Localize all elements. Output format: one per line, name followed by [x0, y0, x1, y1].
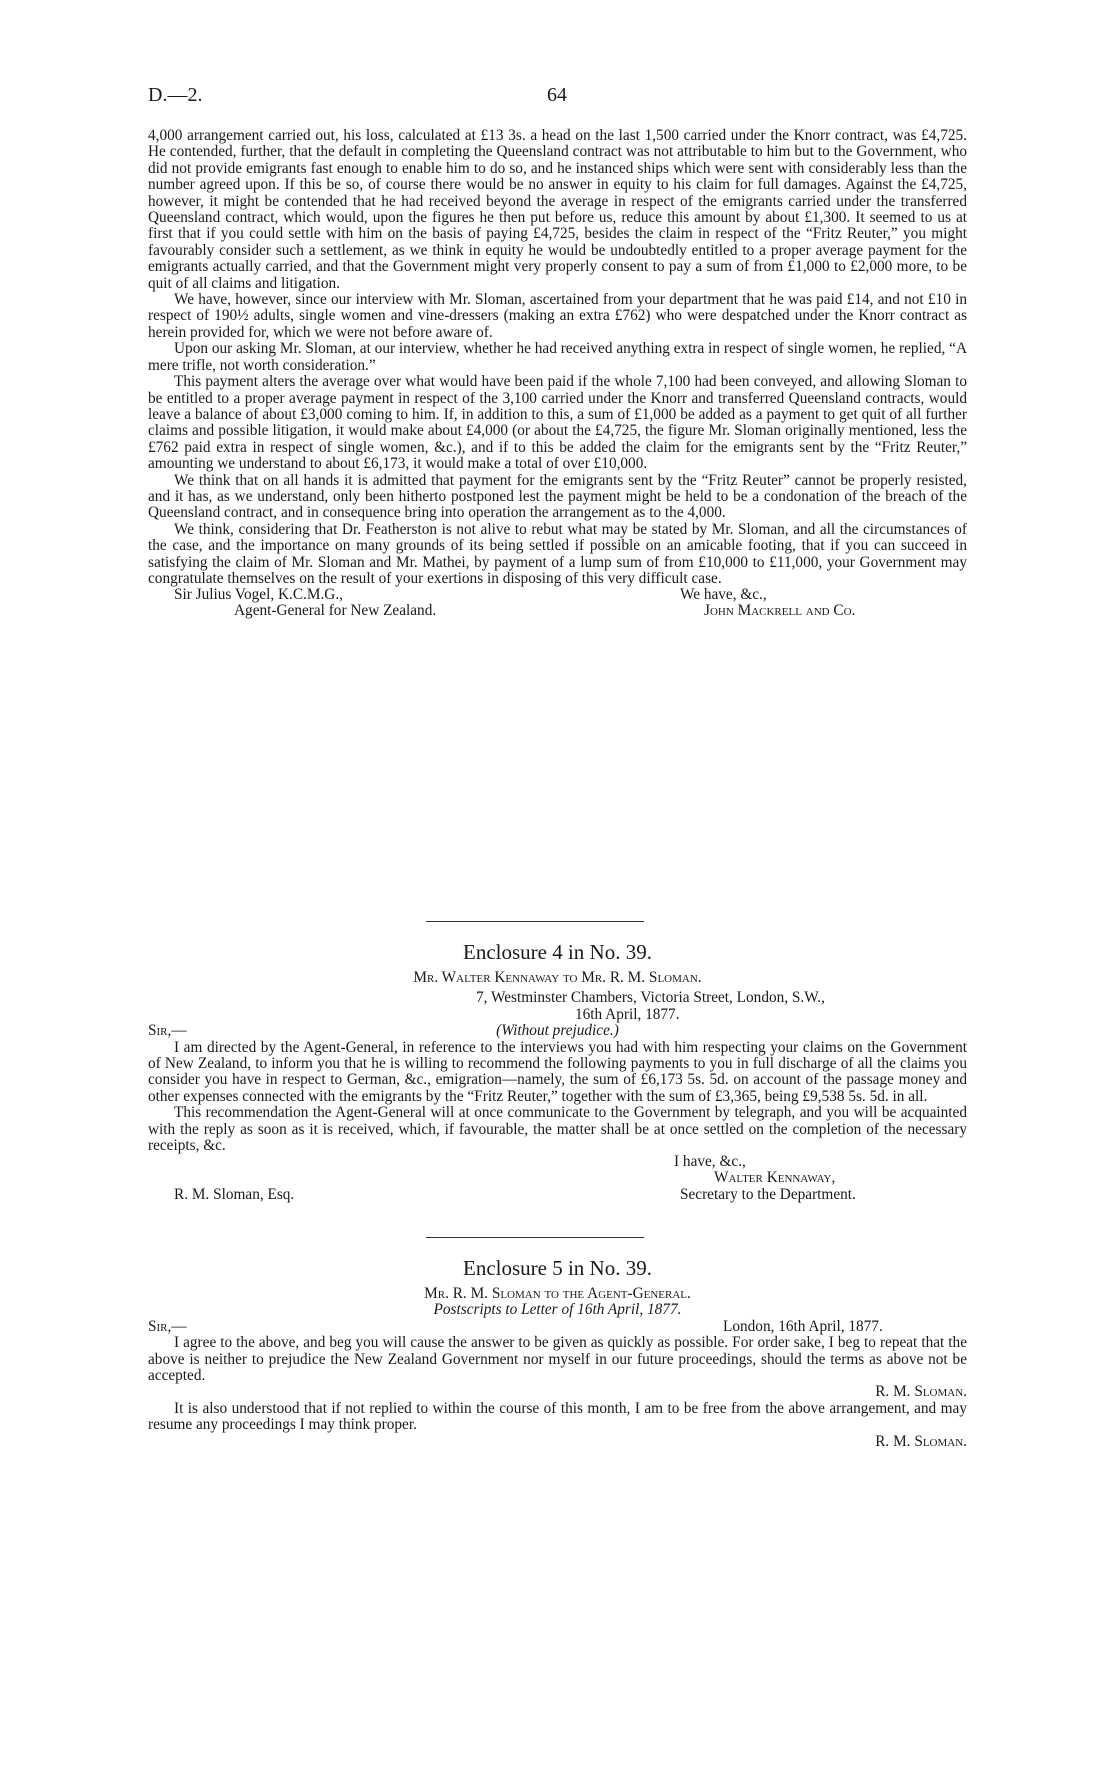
enclosure-4 — [148, 921, 967, 1204]
paragraph: This payment alters the average over what would have been paid if the whole 7,100 had been conveyed, and allowing Sloman to be entitled to a proper average payment in respect of the 3,100 carried under the Knorr and transferred Queensland contracts, would leave a balance of about £3,000 coming to him. If, in addition to this, a sum of £1,000 be added as a payment to get quit of all further claims and possible litigation, it would make about £4,000 (or about the £4,725, the figure Mr. Sloman originally mentioned, less the £762 paid extra in respect of single women, &c.), and if to this be added the claim for the emigrants sent by the “Fritz Reuter,” amounting we understand to about £6,173, it would make a total of over £10,000. — [148, 373, 967, 473]
signature: Walter Kennaway, — [714, 1169, 836, 1187]
address-line: 7, Westminster Chambers, Victoria Street, London, S.W., — [476, 989, 825, 1007]
page-header — [148, 84, 966, 114]
closing: We have, &c., — [680, 586, 767, 604]
paragraph: We think, considering that Dr. Featherston is not alive to rebut what may be stated by Mr. Sloman, and all the circumstances of the case, and the importance on many grounds of its being settled if possible on an amicable footing, that if you can succeed in satisfying the claim of Mr. Sloman and Mr. Mathei, by payment of a lump sum of from £10,000 to £11,000, your Government may congratulate themselves on the result of your exertions in disposing of this very difficult case. — [148, 520, 967, 587]
paragraph: We think that on all hands it is admitted that payment for the emigrants sent by the “Fritz Reuter” cannot be properly resisted, and it has, as we understand, only been hitherto postponed lest the payment might be held to be a condonation of the breach of the Queensland contract, and in consequence bring into operation the arrangement as to the 4,000. — [148, 471, 967, 522]
document-reference: D.—2. — [148, 84, 203, 106]
signature: R. M. Sloman. — [875, 1383, 967, 1401]
paragraph: It is also understood that if not replied to within the course of this month, I am to be free from the above arrangement, and may resume any proceedings I may think proper. — [148, 1399, 967, 1434]
signature-block — [148, 587, 967, 621]
addressee-title: Agent-General for New Zealand. — [234, 602, 437, 620]
divider — [426, 1237, 644, 1238]
salutation: Sir,— — [148, 1021, 187, 1039]
enclosure-caption: Postscripts to Letter of 16th April, 1877. — [433, 1301, 682, 1319]
signature-title: Secretary to the Department. — [680, 1186, 856, 1204]
enclosure-title: Enclosure 5 in No. 39. — [463, 1256, 652, 1280]
salutation: Sir,— — [148, 1317, 187, 1335]
signature: John Mackrell and Co. — [704, 602, 856, 620]
signature-block — [148, 1154, 967, 1204]
enclosure-subtitle: Mr. Walter Kennaway to Mr. R. M. Sloman. — [413, 969, 702, 986]
paragraph: We have, however, since our interview with Mr. Sloman, ascertained from your department that he was paid £14, and not £10 in respect of 190½ adults, single women and vine-dressers (making an extra £762) who were despatched under the Knorr contract as herein provided for, which we were not before aware of. — [148, 291, 967, 341]
paragraph: Upon our asking Mr. Sloman, at our interview, whether he had received anything extra in respect of single women, he replied, “A mere trifle, not worth consideration.” — [148, 340, 967, 374]
addressee-name: Sir Julius Vogel, K.C.M.G., — [174, 586, 344, 604]
enclosure-subtitle: Mr. R. M. Sloman to the Agent-General. — [424, 1285, 691, 1302]
letter-date: 16th April, 1877. — [575, 1005, 680, 1023]
letter-date: London, 16th April, 1877. — [723, 1317, 883, 1335]
divider — [426, 921, 644, 922]
paragraph: This recommendation the Agent-General will at once communicate to the Government by telegraph, and you will be acquainted with the reply as soon as it is received, which, if favourable, the matter shall be at once settled on the completion of the necessary receipts, &c. — [148, 1104, 967, 1155]
paragraph: I agree to the above, and beg you will cause the answer to be given as quickly as possible. For order sake, I beg to repeat that the above is neither to prejudice the New Zealand Government nor myself in our future proceedings, should the terms as above not be accepted. — [148, 1334, 967, 1385]
enclosure-title: Enclosure 4 in No. 39. — [463, 940, 652, 964]
paragraph: I am directed by the Agent-General, in reference to the interviews you had with him respecting your claims on the Government of New Zealand, to inform you that he is willing to recommend the following payments to you in full discharge of all the claims you consider you have in respect to German, &c., emigration—namely, the sum of £6,173 5s. 5d. on account of the passage money and other expenses connected with the emigrants by the “Fritz Reuter,” together with the sum of £3,365, being £9,538 5s. 5d. in all. — [148, 1038, 967, 1105]
letter-mackrell — [148, 128, 967, 621]
signature: R. M. Sloman. — [875, 1432, 967, 1450]
paragraph: 4,000 arrangement carried out, his loss, calculated at £13 3s. a head on the last 1,500 carried under the Knorr contract, was £4,725. He contended, further, that the default in completing the Queensland contract was not attributable to him but to the Government, who did not provide emigrants fast enough to enable him to do so, and he instanced ships which were sent with considerably less than the number agreed upon. If this be so, of course there would be no answer in equity to his claim for full damages. Against the £4,725, however, it might be contended that he had received beyond the average in respect of the emigrants carried under the transferred Queensland contract, which would, upon the figures he then put before us, reduce this amount by about £1,300. It seemed to us at first that if you could settle with him on the basis of paying £4,725, besides the claim in respect of the “Fritz Reuter,” you might favourably consider such a settlement, as we think in equity he would be undoubtedly entitled to a proper average payment for the emigrants actually carried, and that the Government might very properly consent to pay a sum of from £1,000 to £2,000 more, to be quit of all claims and litigation. — [148, 127, 967, 292]
salutation-row — [148, 1319, 967, 1335]
page-number: 64 — [547, 84, 567, 106]
closing: I have, &c., — [674, 1153, 746, 1171]
enclosure-5 — [148, 1237, 967, 1450]
addressee: R. M. Sloman, Esq. — [174, 1186, 295, 1204]
letter-note: (Without prejudice.) — [496, 1022, 619, 1040]
